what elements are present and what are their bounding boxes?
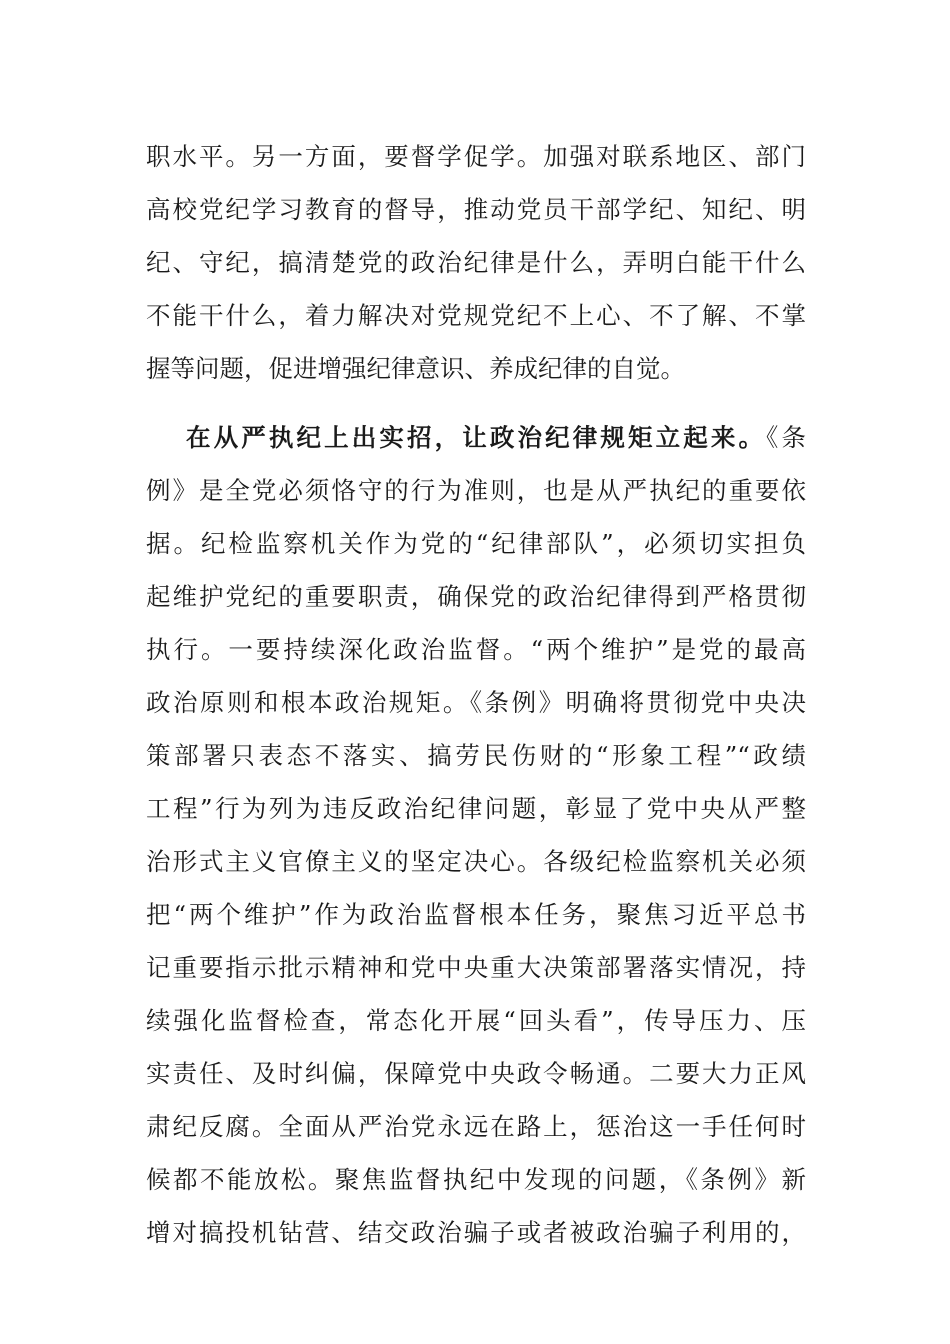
document-body <box>146 130 806 1259</box>
paragraph-gap <box>146 395 806 411</box>
text-span: 《条 <box>766 423 806 452</box>
text-line: 候都不能放松。聚焦监督执纪中发现的问题，《条例》新 <box>146 1165 806 1194</box>
text-line: 治形式主义官僚主义的坚定决心。各级纪检监察机关必须 <box>146 847 806 876</box>
text-line: 肃纪反腐。全面从严治党永远在路上，惩治这一手任何时 <box>146 1112 806 1141</box>
text-line: 例》是全党必须恪守的行为准则，也是从严执纪的重要依 <box>146 476 806 505</box>
text-line: 不能干什么，着力解决对党规党纪不上心、不了解、不掌 <box>146 301 806 330</box>
text-line: 工程”行为列为违反政治纪律问题，彰显了党中央从严整 <box>146 794 806 823</box>
paragraph-heading: 在从严执纪上出实招，让政治纪律规矩立起来。 <box>186 423 767 452</box>
text-line: 纪、守纪，搞清楚党的政治纪律是什么，弄明白能干什么 <box>146 248 806 277</box>
text-line: 把“两个维护”作为政治监督根本任务，聚焦习近平总书 <box>146 900 806 929</box>
text-line: 记重要指示批示精神和党中央重大决策部署落实情况，持 <box>146 953 806 982</box>
paragraph-1 <box>146 130 806 395</box>
text-line: 职水平。另一方面，要督学促学。加强对联系地区、部门 <box>146 142 806 171</box>
text-line: 高校党纪学习教育的督导，推动党员干部学纪、知纪、明 <box>146 195 806 224</box>
paragraph-2 <box>146 411 806 1259</box>
text-line: 起维护党纪的重要职责，确保党的政治纪律得到严格贯彻 <box>146 582 806 611</box>
text-line: 执行。一要持续深化政治监督。“两个维护”是党的最高 <box>146 635 806 664</box>
text-line: 政治原则和根本政治规矩。《条例》明确将贯彻党中央决 <box>146 688 806 717</box>
text-line: 握等问题，促进增强纪律意识、养成纪律的自觉。 <box>146 354 685 383</box>
text-line: 策部署只表态不落实、搞劳民伤财的“形象工程”“政绩 <box>146 741 806 770</box>
paragraph-lead-line <box>146 411 806 464</box>
text-line: 增对搞投机钻营、结交政治骗子或者被政治骗子利用的， <box>146 1218 806 1247</box>
text-line: 实责任、及时纠偏，保障党中央政令畅通。二要大力正风 <box>146 1059 806 1088</box>
text-line: 续强化监督检查，常态化开展“回头看”，传导压力、压 <box>146 1006 806 1035</box>
text-line: 据。纪检监察机关作为党的“纪律部队”，必须切实担负 <box>146 529 806 558</box>
